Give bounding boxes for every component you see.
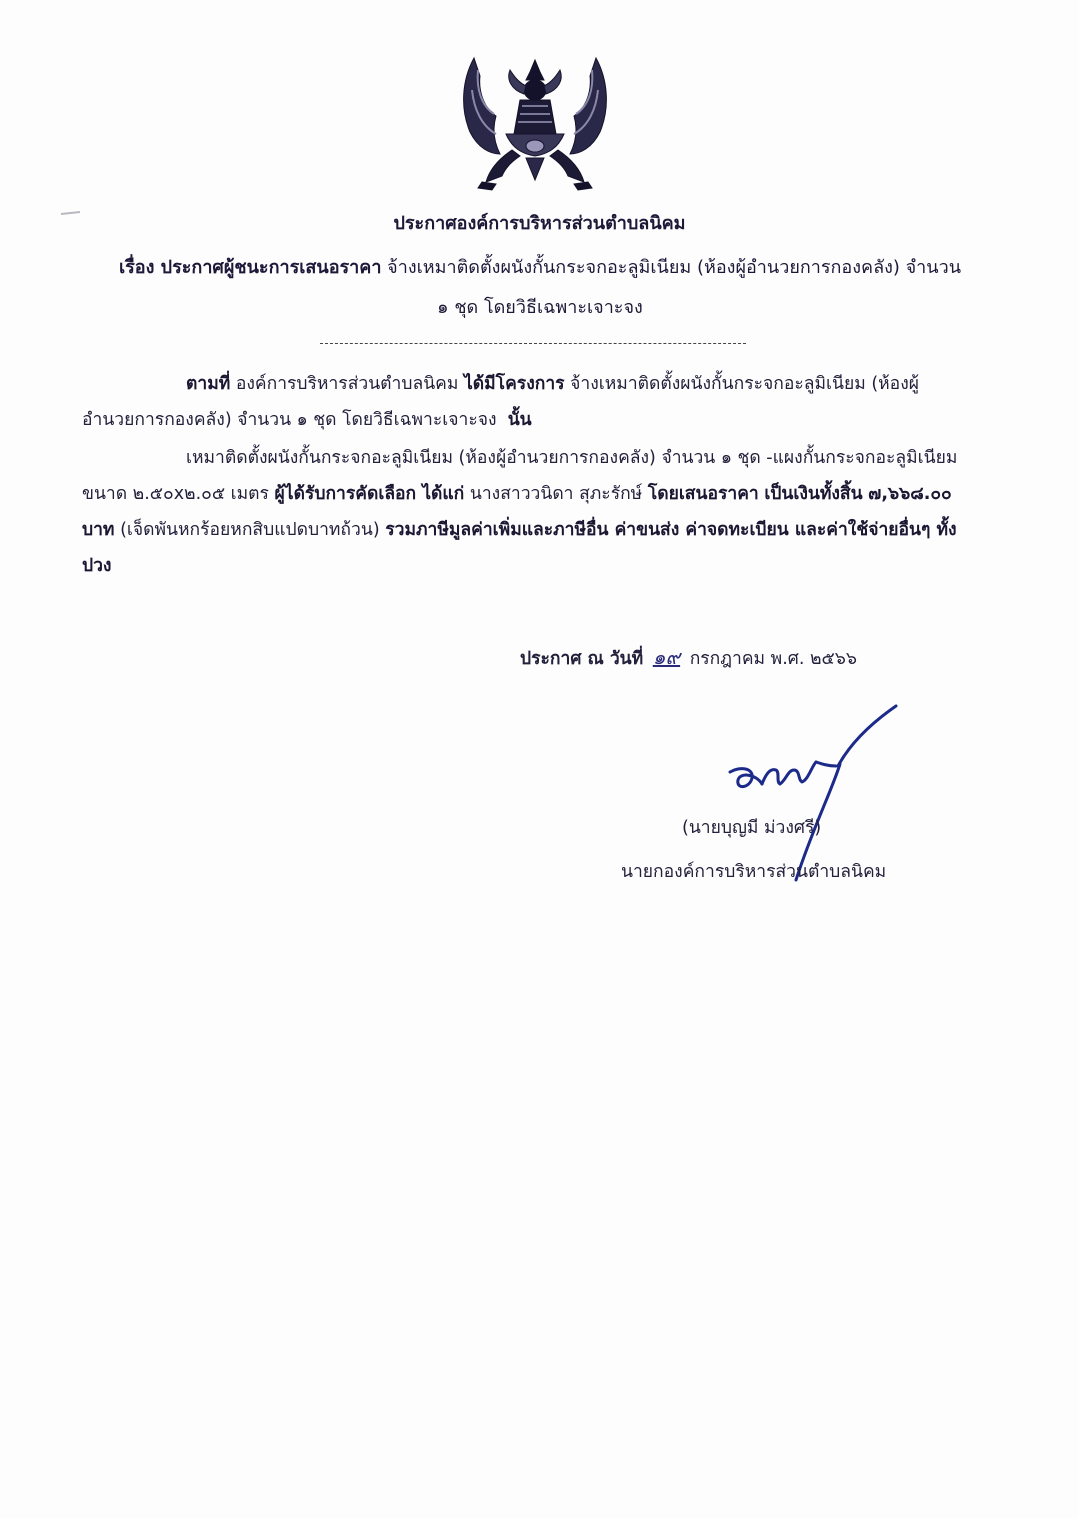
p2-includes: รวมภาษีมูลค่าเพิ่มและภาษีอื่น ค่าขนส่ง ค่าจดทะเบียน และค่าใช้จ่ายอื่นๆ ทั้งปวง: [82, 520, 957, 576]
scan-mark: [60, 210, 82, 216]
announce-label: ประกาศ ณ วันที่: [520, 649, 644, 669]
subject-line1: จ้างเหมาติดตั้งผนังกั้นกระจกอะลูมิเนียม (ห้องผู้อำนวยการกองคลัง) จำนวน: [387, 257, 962, 278]
p2-amount: ๗,๖๖๘.๐๐ บาท: [82, 484, 952, 540]
p1-lead: ตามที่: [186, 374, 231, 394]
p2-amount-words: (เจ็ดพันหกร้อยหกสิบแปดบาทถ้วน): [120, 520, 380, 540]
document-title: ประกาศองค์การบริหารส่วนตำบลนิคม: [393, 213, 686, 234]
p2-item: เหมาติดตั้งผนังกั้นกระจกอะลูมิเนียม (ห้องผู้อำนวยการกองคลัง) จำนวน ๑ ชุด -แผงกั้นกระจกอะลูมิเนียม ขนาด ๒.๕๐x๒.๐๕ เมตร: [82, 448, 958, 504]
p1-org: องค์การบริหารส่วนตำบลนิคม: [235, 374, 459, 394]
announce-date: [520, 641, 920, 673]
garuda-emblem-icon: [456, 50, 614, 200]
p1-project: จ้างเหมาติดตั้งผนังกั้นกระจกอะลูมิเนียม (ห้องผู้อำนวยการกองคลัง) จำนวน ๑ ชุด โดยวิธีเฉพาะเจาะจง: [82, 374, 919, 430]
subject-label: เรื่อง ประกาศผู้ชนะการเสนอราคา: [118, 257, 382, 278]
p2-winner: นางสาววนิดา สุภะรักษ์: [469, 484, 643, 504]
p2-total-label: เป็นเงินทั้งสิ้น: [764, 484, 863, 504]
paragraph-2: [82, 440, 964, 584]
p1-has-project: ได้มีโครงการ: [463, 374, 565, 394]
p2-bid-label: โดยเสนอราคา: [647, 484, 759, 504]
announce-month-year: กรกฎาคม พ.ศ. ๒๕๖๖: [689, 649, 857, 669]
announce-day: ๑๙: [652, 645, 681, 669]
signer-position: นายกองค์การบริหารส่วนตำบลนิคม: [621, 862, 887, 882]
paragraph-1: [82, 366, 964, 438]
p1-end: นั้น: [507, 410, 532, 430]
subject-line2: ๑ ชุด โดยวิธีเฉพาะเจาะจง: [437, 297, 643, 318]
signer-name: (นายบุญมี ม่วงศรี): [682, 818, 822, 838]
p2-selected-label: ผู้ได้รับการคัดเลือก ได้แก่: [274, 484, 465, 504]
separator-line: [320, 343, 746, 344]
document-subject: [80, 248, 1000, 328]
